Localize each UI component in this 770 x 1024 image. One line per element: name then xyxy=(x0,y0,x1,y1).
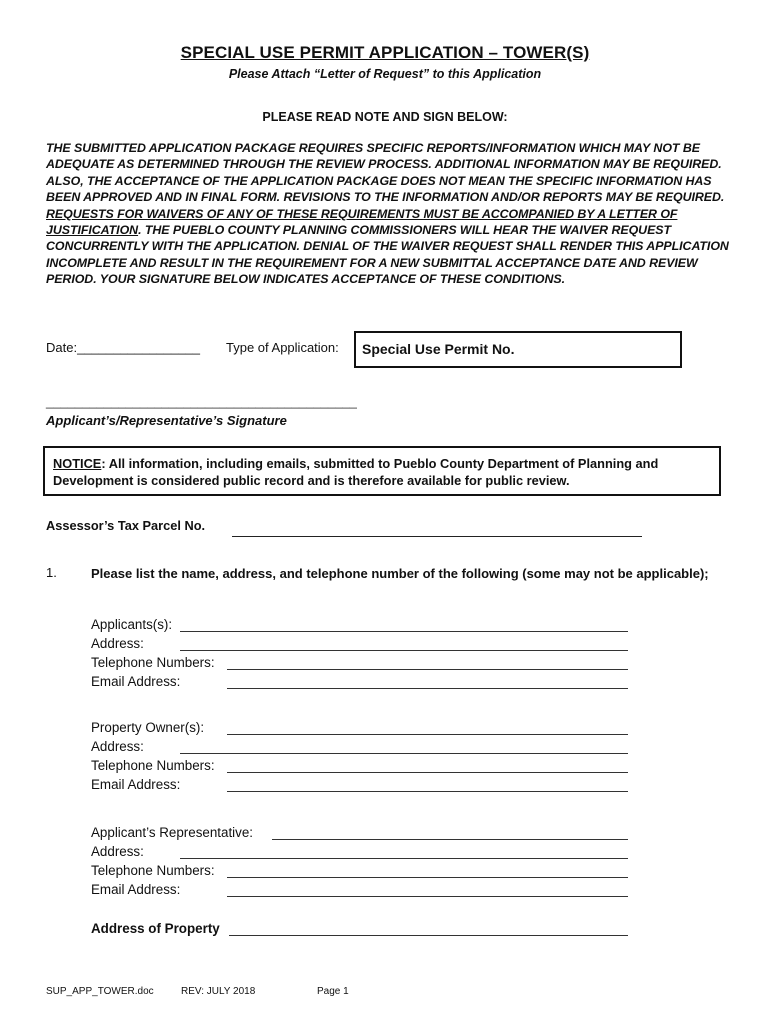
read-note-heading: PLEASE READ NOTE AND SIGN BELOW: xyxy=(262,110,508,124)
applicants-address-label: Address: xyxy=(91,636,144,651)
item-instructions: Please list the name, address, and telephone number of the following (some may not be applicable); xyxy=(91,566,709,581)
property-address-field[interactable] xyxy=(229,935,628,936)
owner-phone-field[interactable] xyxy=(227,772,628,773)
representative-phone-field[interactable] xyxy=(227,877,628,878)
item-number: 1. xyxy=(46,565,57,580)
notice-label: NOTICE xyxy=(53,456,102,471)
footer-page-number: Page 1 xyxy=(317,986,349,997)
public-record-notice xyxy=(43,446,721,496)
representative-email-field[interactable] xyxy=(227,896,628,897)
conditions-paragraph xyxy=(46,140,746,288)
applicants-address-field[interactable] xyxy=(180,650,628,651)
footer-filename: SUP_APP_TOWER.doc xyxy=(46,986,154,997)
representative-email-label: Email Address: xyxy=(91,882,181,897)
date-field[interactable]: Date:_________________ xyxy=(46,340,200,355)
tax-parcel-field[interactable] xyxy=(232,536,642,537)
owner-name-field[interactable] xyxy=(227,734,628,735)
notice-text: : All information, including emails, submitted to Pueblo County Department of Planning and Development is considered public record and is therefore available for public review. xyxy=(53,456,659,488)
page-title: SPECIAL USE PERMIT APPLICATION – TOWER(S) xyxy=(180,43,590,62)
owner-email-field[interactable] xyxy=(227,791,628,792)
representative-address-label: Address: xyxy=(91,844,144,859)
conditions-text-2: . THE PUEBLO COUNTY PLANNING COMMISSIONERS WILL HEAR THE WAIVER REQUEST CONCURRENTLY WITH THE APPLICATION. DENIAL OF THE WAIVER REQUEST SHALL RENDER THIS APPLICATION INCOMPLETE AND RESULT IN THE REQUIREMENT FOR A NEW SUBMITTAL ACCEPTANCE DATE AND REVIEW PERIOD. YOUR SIGNATURE BELOW INDICATES ACCEPTANCE OF THESE CONDITIONS. xyxy=(46,223,729,287)
page-subtitle: Please Attach “Letter of Request” to this Application xyxy=(228,67,542,81)
owner-address-field[interactable] xyxy=(180,753,628,754)
applicants-name-label: Applicants(s): xyxy=(91,617,173,632)
applicants-email-field[interactable] xyxy=(227,688,628,689)
type-of-application-value: Special Use Permit No. xyxy=(362,341,515,357)
applicants-email-label: Email Address: xyxy=(91,674,181,689)
owner-address-label: Address: xyxy=(91,739,144,754)
conditions-text-1: THE SUBMITTED APPLICATION PACKAGE REQUIRES SPECIFIC REPORTS/INFORMATION WHICH MAY NOT BE ADEQUATE AS DETERMINED THROUGH THE REVIEW PROCESS. ADDITIONAL INFORMATION MAY BE REQUIRED. ALSO, THE ACCEPTANCE OF THE APPLICATION PACKAGE DOES NOT MEAN THE SPECIFIC INFORMATION HAS BEEN APPROVED AND IN FINAL FORM. REVISIONS TO THE INFORMATION AND/OR REPORTS MAY BE REQUIRED. xyxy=(46,141,725,205)
applicants-phone-field[interactable] xyxy=(227,669,628,670)
type-of-application-label: Type of Application: xyxy=(226,340,339,355)
representative-phone-label: Telephone Numbers: xyxy=(91,863,215,878)
footer-revision: REV: JULY 2018 xyxy=(181,986,256,997)
signature-line[interactable]: ___________________________________________ xyxy=(46,394,357,409)
property-address-label: Address of Property xyxy=(91,921,220,936)
type-of-application-box[interactable] xyxy=(354,331,682,368)
applicants-name-field[interactable] xyxy=(180,631,628,632)
tax-parcel-label: Assessor’s Tax Parcel No. xyxy=(46,518,206,533)
conditions-text-underlined: REQUESTS FOR WAIVERS OF ANY OF THESE REQUIREMENTS MUST BE ACCOMPANIED BY A LETTER OF JUSTIFICATION xyxy=(46,206,678,238)
owner-email-label: Email Address: xyxy=(91,777,181,792)
applicants-phone-label: Telephone Numbers: xyxy=(91,655,215,670)
owner-name-label: Property Owner(s): xyxy=(91,720,205,735)
representative-name-label: Applicant’s Representative: xyxy=(91,825,254,840)
signature-label: Applicant’s/Representative’s Signature xyxy=(46,413,287,428)
representative-address-field[interactable] xyxy=(180,858,628,859)
owner-phone-label: Telephone Numbers: xyxy=(91,758,215,773)
representative-name-field[interactable] xyxy=(272,839,628,840)
